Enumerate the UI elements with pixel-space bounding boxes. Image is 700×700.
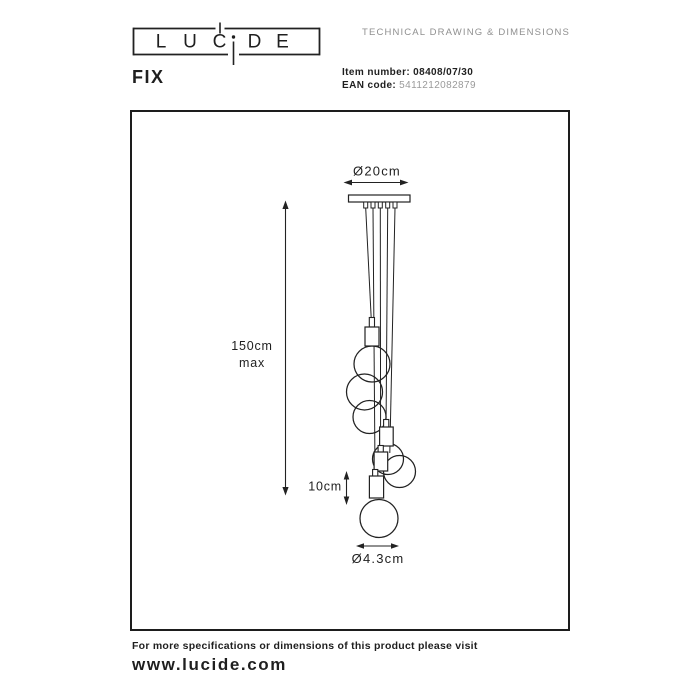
- height-dim-label: 150cm: [231, 339, 273, 353]
- canopy-diameter-arrow: [344, 180, 409, 186]
- height-dim-sub-label: max: [238, 356, 266, 370]
- logo-letter-d: D: [247, 31, 262, 53]
- item-number-row: [342, 66, 476, 79]
- tagline: TECHNICAL DRAWING & DIMENSIONS: [362, 27, 570, 38]
- socket-4: [369, 470, 383, 499]
- spacing-dim-label: 10cm: [308, 479, 342, 494]
- item-number-value: 08408/07/30: [413, 67, 474, 78]
- height-dimension: [231, 201, 288, 496]
- logo-letter-i: [232, 35, 235, 65]
- ean-row: [342, 79, 476, 92]
- product-codes: [342, 66, 476, 92]
- footer: [132, 640, 478, 675]
- cord-4: [386, 208, 388, 420]
- product-name: FIX: [132, 67, 165, 87]
- logo-letter-c: C: [212, 31, 227, 53]
- pendant-drawing: [132, 112, 568, 629]
- spacing-dimension: [308, 471, 349, 505]
- brand-logo: [128, 14, 328, 66]
- sockets: [365, 318, 393, 499]
- item-number-label: Item number:: [342, 67, 411, 78]
- drawing-frame: [130, 110, 570, 631]
- website-text: www.lucide.com: [132, 655, 287, 674]
- logo-letter-l: L: [155, 31, 167, 53]
- bulb-diameter-dimension: [352, 543, 405, 566]
- footer-note: For more specifications or dimensions of this product please visit: [132, 640, 478, 652]
- logo-letter-u: U: [183, 31, 197, 53]
- canopy-diameter-label: Ø20cm: [353, 163, 401, 179]
- logo-letter-e: E: [276, 31, 289, 53]
- bulb-2: [347, 374, 383, 410]
- cord-5: [390, 208, 395, 453]
- bulb-diameter-label: Ø4.3cm: [351, 551, 405, 566]
- ean-label: EAN code:: [342, 80, 397, 91]
- ean-value: 5411212082879: [399, 80, 476, 91]
- ceiling-plate: [349, 195, 411, 202]
- socket-2: [380, 420, 394, 447]
- logo-letters: [156, 32, 289, 53]
- cord-1: [366, 208, 372, 318]
- cord-connectors: [364, 202, 397, 208]
- socket-1: [365, 318, 379, 347]
- bulb-6: [360, 500, 398, 538]
- bulb-1: [354, 346, 390, 382]
